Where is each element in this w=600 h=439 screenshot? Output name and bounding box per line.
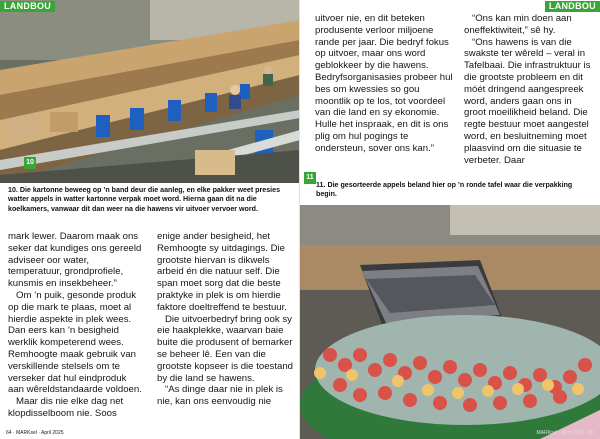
article-column-2 bbox=[157, 231, 294, 408]
photo-number-badge: 11 bbox=[304, 172, 316, 184]
photo-caption: 11. Die gesorteerde appels beland hier op ’n ronde tafel waar die verpakking begin. bbox=[316, 181, 573, 199]
paragraph: Die uitvoerbedryf bring ook sy eie haakplekke, waarvan baie buite die produsent of bemarker se beheer lê. Een van die grootste kopseer is die toestand by die land se hawens. bbox=[157, 313, 293, 384]
paragraph: Maar dis nie elke dag net klopdisselboom nie. Soos bbox=[8, 396, 124, 419]
article-column-2 bbox=[464, 13, 594, 166]
paragraph: uitvoer nie, en dit beteken produsente verloor miljoene rande per jaar. Die bedryf fokus op uitvoer, maar ons word geblokkeer by die hawens. Bedryfsorganisasies probeer hul bes om kwessies so gou moontlik op te los, tot voordeel van die land en sy ekonomie. Hulle het inspraak, en dit is ons plig om hul pogings te ondersteun, sover ons kan.” bbox=[315, 13, 453, 154]
paragraph: “As dinge daar nie in plek is nie, kan ons eenvoudig nie bbox=[157, 384, 283, 408]
photo-caption: 10. Die kartonne beweeg op ’n band deur die aanleg, en elke pakker weet presies watter appels in watter kartonne verpak moet word. Hierna gaan dit na die koelkamers, vanwaar dit dan weer na die hawens vir uitvoer vervoer word. bbox=[8, 186, 281, 213]
paragraph: Om ’n puik, gesonde produk op die mark te plaas, moet al hierdie aspekte in plek wees. Dan eers kan ’n besigheid werklik kompeterend wees. Remhoogte maak gebruik van verskillende stelsels om te verseker dat hul eindproduk aan wêreldstandaarde voldoen. bbox=[8, 289, 142, 396]
page-footer: 64 · MARKsel · April 2025 bbox=[6, 430, 64, 436]
article-column-1 bbox=[8, 231, 144, 420]
paragraph: mark lewer. Daarom maak ons seker dat kundiges ons gereeld adviseer oor water, temperatuur, grondprofiele, kunsmis en insekbeheer.” bbox=[8, 231, 142, 290]
paragraph: enige ander besigheid, het Remhoogte sy uitdagings. Die grootste hiervan is dikwels arbeid én die natuur self. Die span moet sorg dat die beste praktyke in plek is om hierdie faktore doeltreffend te bestuur. bbox=[157, 231, 287, 313]
paragraph: “Ons hawens is van die swakste ter wêreld – veral in Tafelbaai. Die infrastruktuur is die grootste probleem en dit móét dringend aangespreek word, anders gaan ons in groot moeilikheid beland. Die regte bestuur moet aangestel word, en besluitneming moet plaasvind om die situasie te verbeter. Daar bbox=[464, 36, 591, 166]
paragraph: “Ons kan min doen aan oneffektiwiteit,” sê hy. bbox=[464, 13, 572, 36]
packhouse-conveyor-illustration bbox=[0, 0, 300, 183]
article-column-1 bbox=[315, 13, 454, 155]
photo-number-badge: 10 bbox=[24, 157, 36, 169]
section-label: LANDBOU bbox=[0, 1, 55, 12]
apple-sorting-illustration bbox=[300, 205, 600, 439]
page-footer: MARKsel · April 2025 · 65 bbox=[536, 430, 594, 436]
right-page bbox=[300, 0, 600, 439]
section-label: LANDBOU bbox=[545, 1, 600, 12]
apple-sorting-table-photo bbox=[300, 205, 600, 439]
packhouse-conveyor-photo bbox=[0, 0, 300, 183]
